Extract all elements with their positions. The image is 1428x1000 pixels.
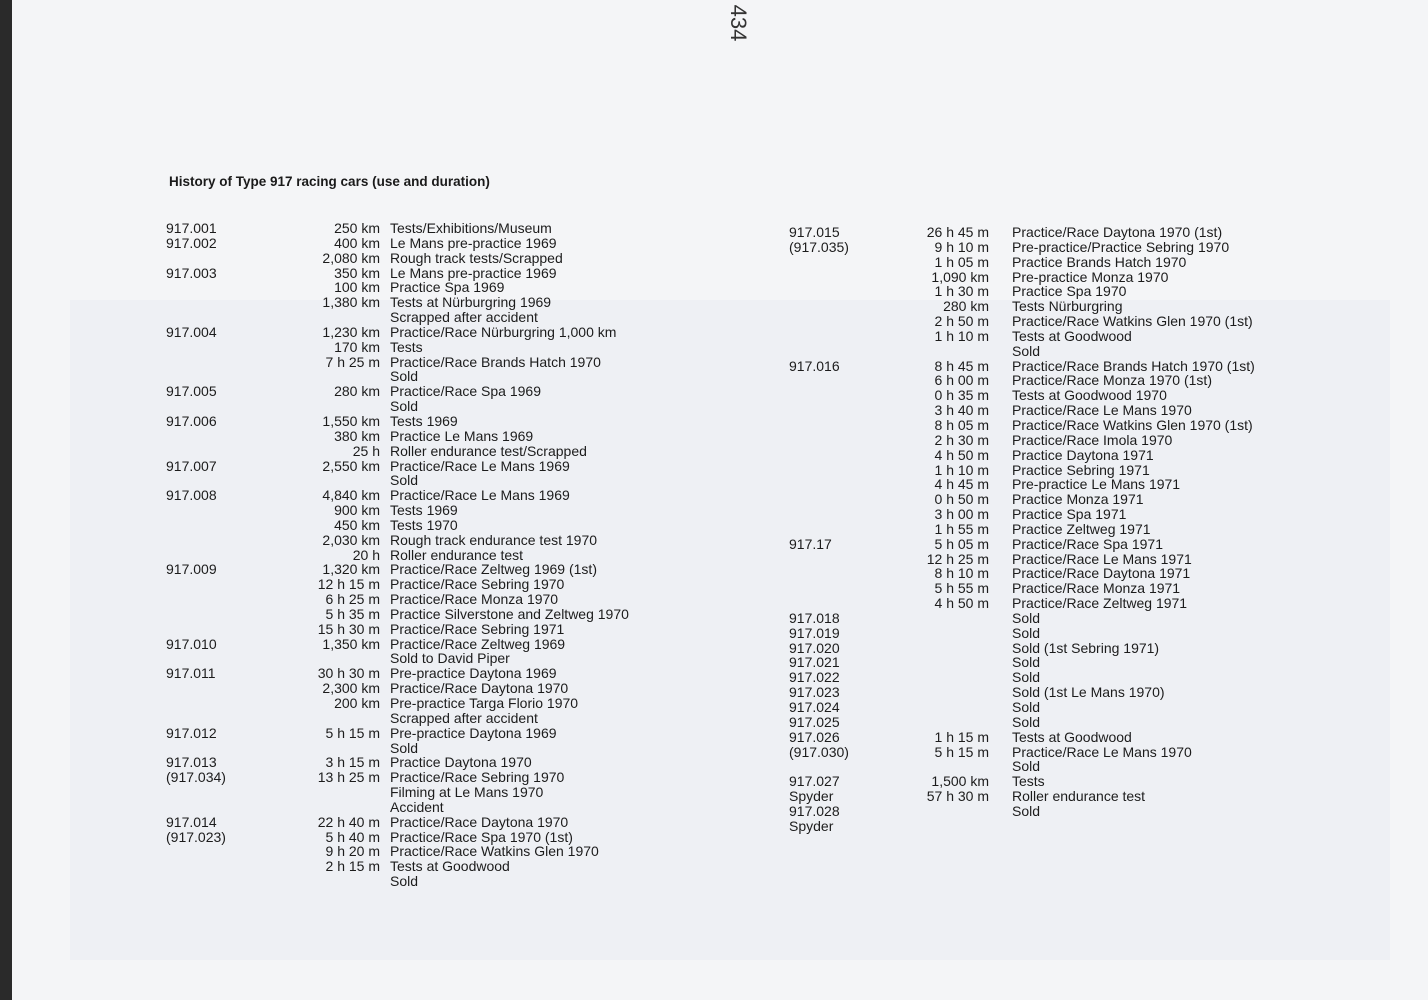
usage-amount: 250 km	[334, 220, 380, 236]
usage-amount: 8 h 05 m	[934, 416, 989, 433]
car-id: (917.034)	[166, 769, 226, 786]
usage-description: Sold	[390, 398, 419, 415]
car-id: 917.023	[789, 684, 840, 701]
usage-description: Sold	[390, 739, 419, 756]
usage-description: Le Mans pre-practice 1969	[390, 234, 557, 251]
usage-description: Filming at Le Mans 1970	[390, 784, 544, 801]
car-id: 917.011	[166, 665, 216, 682]
usage-description: Tests at Nürburgring 1969	[390, 294, 552, 311]
usage-amount: 380 km	[334, 427, 380, 444]
usage-description: Practice/Race Monza 1970 (1st)	[1012, 372, 1212, 389]
usage-amount: 5 h 40 m	[325, 828, 380, 845]
usage-description: Sold	[1012, 758, 1041, 775]
usage-description: Sold	[390, 472, 419, 489]
usage-description: Le Mans pre-practice 1969	[390, 264, 557, 281]
usage-amount: 2 h 30 m	[934, 431, 989, 448]
usage-description: Practice/Race Spa 1970 (1st)	[390, 828, 573, 845]
usage-amount: 100 km	[334, 279, 380, 296]
usage-amount: 350 km	[334, 264, 380, 281]
usage-description: Tests 1969	[390, 502, 458, 519]
usage-amount: 1 h 15 m	[934, 728, 989, 745]
usage-amount: 4,840 km	[322, 487, 380, 504]
usage-amount: 12 h 15 m	[317, 576, 380, 593]
car-id: 917.020	[789, 639, 840, 656]
usage-description: Tests 1970	[390, 516, 458, 533]
usage-description: Pre-practice Daytona 1969	[390, 665, 557, 682]
usage-description: Tests	[390, 338, 423, 355]
usage-description: Practice/Race Watkins Glen 1970 (1st)	[1012, 416, 1253, 433]
usage-description: Practice/Race Le Mans 1969	[390, 457, 570, 474]
usage-description: Practice Monza 1971	[1012, 491, 1144, 508]
usage-amount: 200 km	[334, 695, 380, 711]
usage-description: Tests at Goodwood	[1012, 728, 1132, 745]
car-id: 917.007	[166, 457, 217, 474]
usage-description: Pre-practice Targa Florio 1970	[390, 695, 579, 711]
usage-amount: 3 h 15 m	[325, 754, 380, 771]
usage-description: Sold	[1012, 713, 1041, 730]
usage-amount: 1 h 10 m	[934, 461, 989, 478]
car-id: 917.016	[789, 357, 840, 374]
usage-description: Sold to David Piper	[390, 650, 510, 667]
usage-amount: 2,300 km	[322, 680, 380, 697]
usage-amount: 20 h	[352, 546, 380, 563]
car-id: 917.019	[789, 624, 840, 641]
usage-amount: 2,550 km	[322, 457, 380, 474]
usage-description: Pre-practice Le Mans 1971	[1012, 476, 1181, 493]
usage-description: Practice/Race Zeltweg 1971	[1012, 595, 1188, 612]
car-id: 917.014	[166, 813, 217, 830]
usage-amount: 1,230 km	[322, 323, 380, 340]
car-id: Spyder	[789, 817, 834, 834]
usage-description: Practice/Race Le Mans 1971	[1012, 550, 1192, 567]
usage-description: Sold	[1012, 699, 1041, 715]
usage-description: Tests at Goodwood 1970	[1012, 387, 1167, 404]
usage-description: Practice/Race Zeltweg 1969	[390, 635, 566, 652]
usage-amount: 1,090 km	[931, 268, 989, 285]
usage-description: Practice/Race Watkins Glen 1970 (1st)	[1012, 313, 1253, 330]
usage-description: Sold	[390, 368, 419, 385]
usage-amount: 280 km	[943, 298, 989, 315]
usage-description: Sold	[1012, 654, 1041, 671]
usage-description: Practice Sebring 1971	[1012, 461, 1150, 478]
usage-amount: 1 h 55 m	[934, 520, 989, 537]
usage-description: Sold	[1012, 609, 1041, 626]
car-id: 917.024	[789, 699, 840, 715]
car-id: 917.006	[166, 412, 217, 429]
usage-description: Tests at Goodwood	[390, 858, 510, 875]
usage-description: Tests at Goodwood	[1012, 327, 1132, 344]
usage-description: Sold	[1012, 342, 1041, 359]
usage-description: Practice/Race Spa 1971	[1012, 535, 1163, 552]
usage-description: Practice/Race Daytona 1970 (1st)	[1012, 224, 1223, 240]
usage-amount: 30 h 30 m	[317, 665, 380, 682]
usage-description: Tests Nürburgring	[1012, 298, 1123, 315]
usage-description: Practice Daytona 1971	[1012, 446, 1154, 463]
usage-amount: 0 h 35 m	[934, 387, 989, 404]
usage-description: Practice Brands Hatch 1970	[1012, 253, 1187, 270]
usage-description: Practice/Race Le Mans 1970	[1012, 402, 1192, 419]
car-id: (917.035)	[789, 238, 849, 255]
usage-description: Practice/Race Sebring 1971	[390, 620, 565, 637]
usage-amount: 8 h 10 m	[934, 565, 989, 582]
car-id: 917.009	[166, 561, 217, 578]
usage-amount: 4 h 50 m	[934, 595, 989, 612]
usage-amount: 5 h 15 m	[325, 724, 380, 741]
usage-amount: 13 h 25 m	[317, 769, 380, 786]
usage-description: Practice/Race Daytona 1970	[390, 680, 569, 697]
usage-description: Practice Spa 1969	[390, 279, 505, 296]
usage-description: Scrapped after accident	[390, 309, 538, 326]
usage-amount: 1,550 km	[322, 412, 380, 429]
usage-amount: 1 h 30 m	[934, 283, 989, 300]
usage-description: Practice/Race Daytona 1971	[1012, 565, 1191, 582]
usage-amount: 2,080 km	[322, 249, 380, 266]
usage-amount: 5 h 55 m	[934, 580, 989, 597]
usage-amount: 12 h 25 m	[926, 550, 989, 567]
usage-description: Practice/Race Sebring 1970	[390, 769, 565, 786]
usage-description: Pre-practice/Practice Sebring 1970	[1012, 238, 1230, 255]
car-id: 917.022	[789, 669, 840, 686]
usage-description: Practice/Race Spa 1969	[390, 383, 541, 400]
usage-description: Practice/Race Nürburgring 1,000 km	[390, 323, 617, 340]
page-number: 434	[726, 4, 751, 42]
usage-description: Tests/Exhibitions/Museum	[390, 220, 552, 236]
usage-description: Practice/Race Daytona 1970	[390, 813, 569, 830]
car-id: 917.018	[789, 609, 840, 626]
usage-amount: 0 h 50 m	[934, 491, 989, 508]
usage-amount: 2 h 50 m	[934, 313, 989, 330]
usage-description: Rough track endurance test 1970	[390, 531, 598, 548]
usage-description: Practice/Race Monza 1971	[1012, 580, 1181, 597]
usage-description: Roller endurance test	[390, 546, 524, 563]
usage-amount: 1,500 km	[931, 773, 989, 790]
usage-amount: 5 h 15 m	[934, 743, 989, 760]
usage-amount: 2,030 km	[322, 531, 380, 548]
usage-amount: 900 km	[334, 502, 380, 519]
usage-amount: 5 h 35 m	[325, 605, 380, 622]
usage-description: Practice Silverstone and Zeltweg 1970	[390, 605, 629, 622]
car-id: 917.005	[166, 383, 217, 400]
usage-description: Pre-practice Daytona 1969	[390, 724, 557, 741]
usage-amount: 9 h 20 m	[325, 843, 380, 860]
usage-description: Rough track tests/Scrapped	[390, 249, 563, 266]
usage-amount: 57 h 30 m	[926, 788, 989, 805]
usage-description: Practice/Race Le Mans 1969	[390, 487, 570, 504]
usage-amount: 3 h 00 m	[934, 506, 989, 523]
usage-amount: 5 h 05 m	[934, 535, 989, 552]
usage-description: Practice Zeltweg 1971	[1012, 520, 1151, 537]
usage-description: Sold	[390, 873, 419, 890]
usage-description: Practice Daytona 1970	[390, 754, 532, 771]
usage-description: Tests	[1012, 773, 1045, 790]
usage-amount: 1 h 05 m	[934, 253, 989, 270]
usage-description: Sold	[1012, 624, 1041, 641]
usage-amount: 4 h 50 m	[934, 446, 989, 463]
usage-description: Practice/Race Watkins Glen 1970	[390, 843, 599, 860]
usage-amount: 26 h 45 m	[926, 224, 989, 240]
usage-amount: 6 h 00 m	[934, 372, 989, 389]
car-id: 917.008	[166, 487, 217, 504]
car-id: 917.001	[166, 220, 217, 236]
usage-description: Practice Spa 1971	[1012, 506, 1127, 523]
usage-amount: 170 km	[334, 338, 380, 355]
usage-description: Scrapped after accident	[390, 709, 538, 726]
car-id: 917.003	[166, 264, 217, 281]
usage-amount: 1,320 km	[322, 561, 380, 578]
usage-description: Sold (1st Sebring 1971)	[1012, 639, 1160, 656]
usage-amount: 400 km	[334, 234, 380, 251]
usage-description: Tests 1969	[390, 412, 458, 429]
usage-amount: 280 km	[334, 383, 380, 400]
car-id: 917.027	[789, 773, 840, 790]
usage-amount: 7 h 25 m	[325, 353, 380, 370]
usage-description: Practice/Race Sebring 1970	[390, 576, 565, 593]
usage-description: Practice Le Mans 1969	[390, 427, 534, 444]
usage-amount: 9 h 10 m	[934, 238, 989, 255]
usage-description: Practice/Race Imola 1970	[1012, 431, 1173, 448]
usage-amount: 2 h 15 m	[325, 858, 380, 875]
usage-description: Accident	[390, 798, 444, 815]
car-id: 917.002	[166, 234, 217, 251]
usage-description: Practice/Race Monza 1970	[390, 591, 559, 608]
usage-amount: 1,350 km	[322, 635, 380, 652]
car-id: 917.012	[166, 724, 217, 741]
usage-description: Practice/Race Le Mans 1970	[1012, 743, 1192, 760]
usage-amount: 1 h 10 m	[934, 327, 989, 344]
usage-description: Practice/Race Zeltweg 1969 (1st)	[390, 561, 597, 578]
usage-amount: 4 h 45 m	[934, 476, 989, 493]
usage-description: Roller endurance test	[1012, 788, 1146, 805]
car-id: (917.023)	[166, 828, 226, 845]
usage-description: Sold (1st Le Mans 1970)	[1012, 684, 1165, 701]
usage-amount: 6 h 25 m	[325, 591, 380, 608]
usage-amount: 15 h 30 m	[317, 620, 380, 637]
table-title: History of Type 917 racing cars (use and duration)	[169, 174, 490, 189]
document-page	[12, 0, 1428, 1000]
usage-amount: 25 h	[352, 442, 380, 459]
car-id: Spyder	[789, 788, 834, 805]
usage-description: Practice Spa 1970	[1012, 283, 1127, 300]
car-id: 917.021	[789, 654, 840, 671]
usage-amount: 1,380 km	[322, 294, 380, 311]
car-id: 917.010	[166, 635, 217, 652]
usage-description: Practice/Race Brands Hatch 1970	[390, 353, 601, 370]
usage-amount: 8 h 45 m	[934, 357, 989, 374]
car-id: 917.015	[789, 224, 840, 240]
usage-description: Practice/Race Brands Hatch 1970 (1st)	[1012, 357, 1255, 374]
car-id: 917.004	[166, 323, 217, 340]
car-id: 917.028	[789, 802, 840, 819]
car-id: (917.030)	[789, 743, 849, 760]
car-id: 917.17	[789, 535, 832, 552]
usage-description: Pre-practice Monza 1970	[1012, 268, 1169, 285]
car-id: 917.026	[789, 728, 840, 745]
car-id: 917.013	[166, 754, 217, 771]
usage-description: Sold	[1012, 669, 1041, 686]
usage-amount: 3 h 40 m	[934, 402, 989, 419]
usage-amount: 22 h 40 m	[317, 813, 380, 830]
car-id: 917.025	[789, 713, 840, 730]
usage-description: Sold	[1012, 802, 1041, 819]
usage-amount: 450 km	[334, 516, 380, 533]
usage-description: Roller endurance test/Scrapped	[390, 442, 587, 459]
